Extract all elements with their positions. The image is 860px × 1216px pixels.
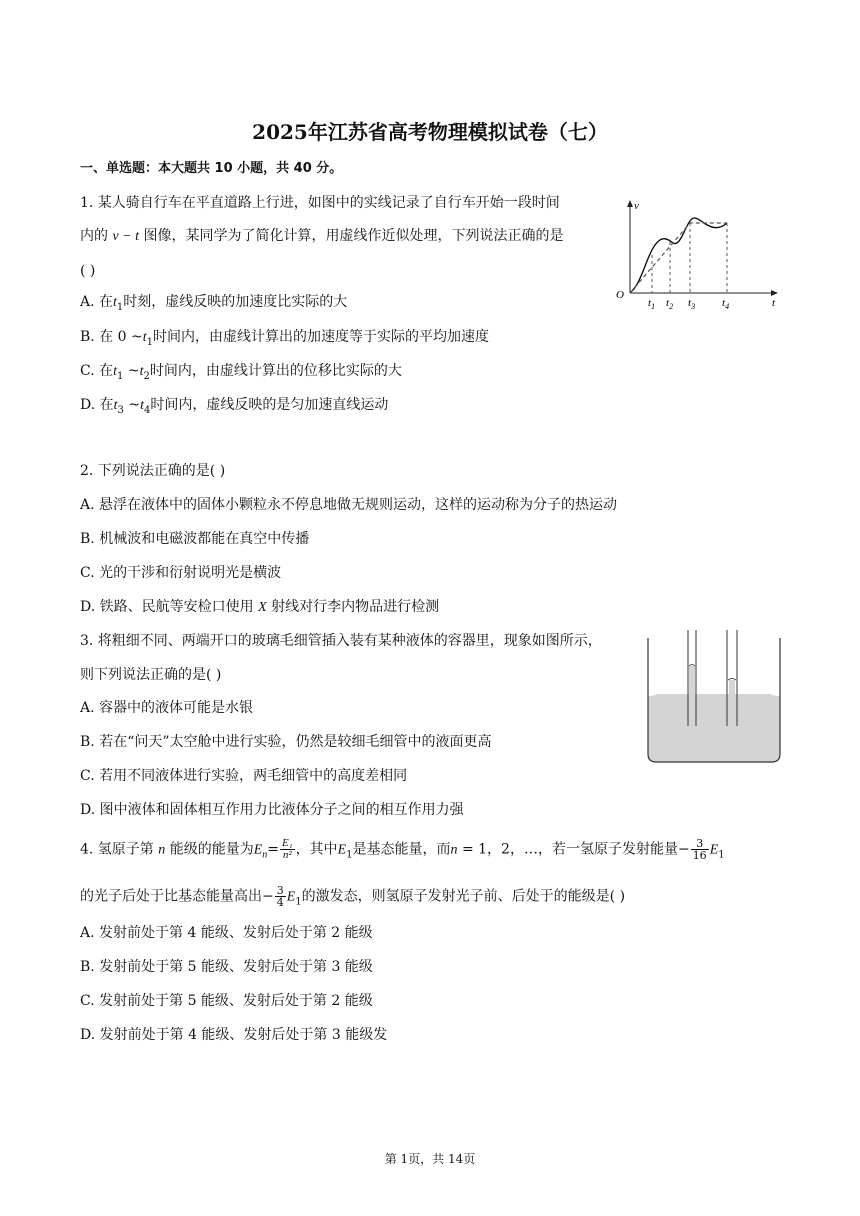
t-axis-label: t — [772, 297, 776, 309]
q1-option-d: D. 在$t_3$ $\sim t_4$时间内，虚线反映的是匀加速直线运动 — [80, 397, 389, 416]
q4-option-d: D. 发射前处于第 4 能级、发射后处于第 3 能级发 — [80, 1027, 388, 1043]
approximation-dashed-line — [630, 223, 727, 293]
q4-option-c: C. 发射前处于第 5 能级、发射后处于第 2 能级 — [80, 993, 373, 1009]
origin-label: O — [616, 289, 624, 301]
q1-stem-line1: 1. 某人骑自行车在平直道路上行进，如图中的实线记录了自行车开始一段时间 — [80, 195, 560, 211]
tick-t2: $t_2$ — [666, 297, 674, 310]
q4-option-a: A. 发射前处于第 4 能级、发射后处于第 2 能级 — [80, 925, 373, 941]
q3-option-a: A. 容器中的液体可能是水银 — [80, 700, 254, 716]
tick-t4: $t_4$ — [722, 297, 730, 310]
q4-option-b: B. 发射前处于第 5 能级、发射后处于第 3 能级 — [80, 959, 373, 975]
fraction-3-4: $\frac{3}{4}$ — [276, 884, 284, 909]
q1-stem-line3: ( ) — [80, 263, 96, 279]
q1-stem-line2: 内的 v − t 图像，某同学为了简化计算，用虚线作近似处理，下列说法正确的是 — [80, 228, 564, 244]
q4-stem-line2: 的光子后处于比基态能量高出− $\frac{3}{4}$ $E_1$的激发态，则氢原子发射光子前、后处于的能级是( ) — [80, 884, 626, 909]
q3-stem-line2: 则下列说法正确的是( ) — [80, 667, 222, 683]
liquid — [648, 694, 780, 762]
q2-option-a: A. 悬浮在液体中的固体小颗粒永不停息地做无规则运动，这样的运动称为分子的热运动 — [80, 497, 618, 513]
q1-option-b: B. 在 0 $\sim t_1$时间内，由虚线计算出的加速度等于实际的平均加速度 — [80, 329, 489, 348]
fraction-e1-over-n2: $\frac{\text{E₁}}{\text{n²}}$ — [282, 837, 293, 861]
fraction-3-16: $\frac{3}{16}$ — [692, 837, 707, 862]
tick-t1: $t_1$ — [648, 297, 656, 310]
page-title: 2025年江苏省高考物理模拟试卷（七） — [252, 120, 608, 144]
q1-option-a: A. 在$t_1$时刻，虚线反映的加速度比实际的大 — [80, 294, 348, 313]
page-footer: 第 1页，共 14页 — [384, 1152, 476, 1166]
v-axis-label: v — [634, 200, 639, 212]
q4-stem-line1: 4. 氢原子第 n 能级的能量为$E_n=$ $\frac{\text{E₁}}{\text{n²}}$ ，其中$E_1$是基态能量，而n = 1，2，…，若一氢原子发射能量− $\frac{3}{16}$ $E_1$ — [80, 837, 725, 862]
q3-option-b: B. 若在“问天”太空舱中进行实验，仍然是较细毛细管中的液面更高 — [80, 734, 492, 750]
q2-stem: 2. 下列说法正确的是( ) — [80, 463, 226, 479]
actual-curve — [630, 218, 727, 293]
q1-option-c: C. 在$t_1$ $\sim t_2$时间内，由虚线计算出的位移比实际的大 — [80, 363, 402, 382]
tick-t3: $t_3$ — [688, 297, 696, 310]
q2-option-c: C. 光的干涉和衍射说明光是横波 — [80, 565, 282, 581]
section-heading: 一、单选题：本大题共 10 小题，共 40 分。 — [80, 161, 343, 176]
capillary-container-figure — [645, 628, 783, 764]
q2-option-d: D. 铁路、民航等安检口使用 X 射线对行李内物品进行检测 — [80, 599, 440, 615]
vt-graph-figure — [610, 195, 785, 310]
q3-stem-line1: 3. 将粗细不同、两端开口的玻璃毛细管插入装有某种液体的容器里，现象如图所示， — [80, 633, 602, 649]
q3-option-d: D. 图中液体和固体相互作用力比液体分子之间的相互作用力强 — [80, 802, 464, 818]
q3-option-c: C. 若用不同液体进行实验，两毛细管中的高度差相同 — [80, 768, 408, 784]
q2-option-b: B. 机械波和电磁波都能在真空中传播 — [80, 531, 310, 547]
